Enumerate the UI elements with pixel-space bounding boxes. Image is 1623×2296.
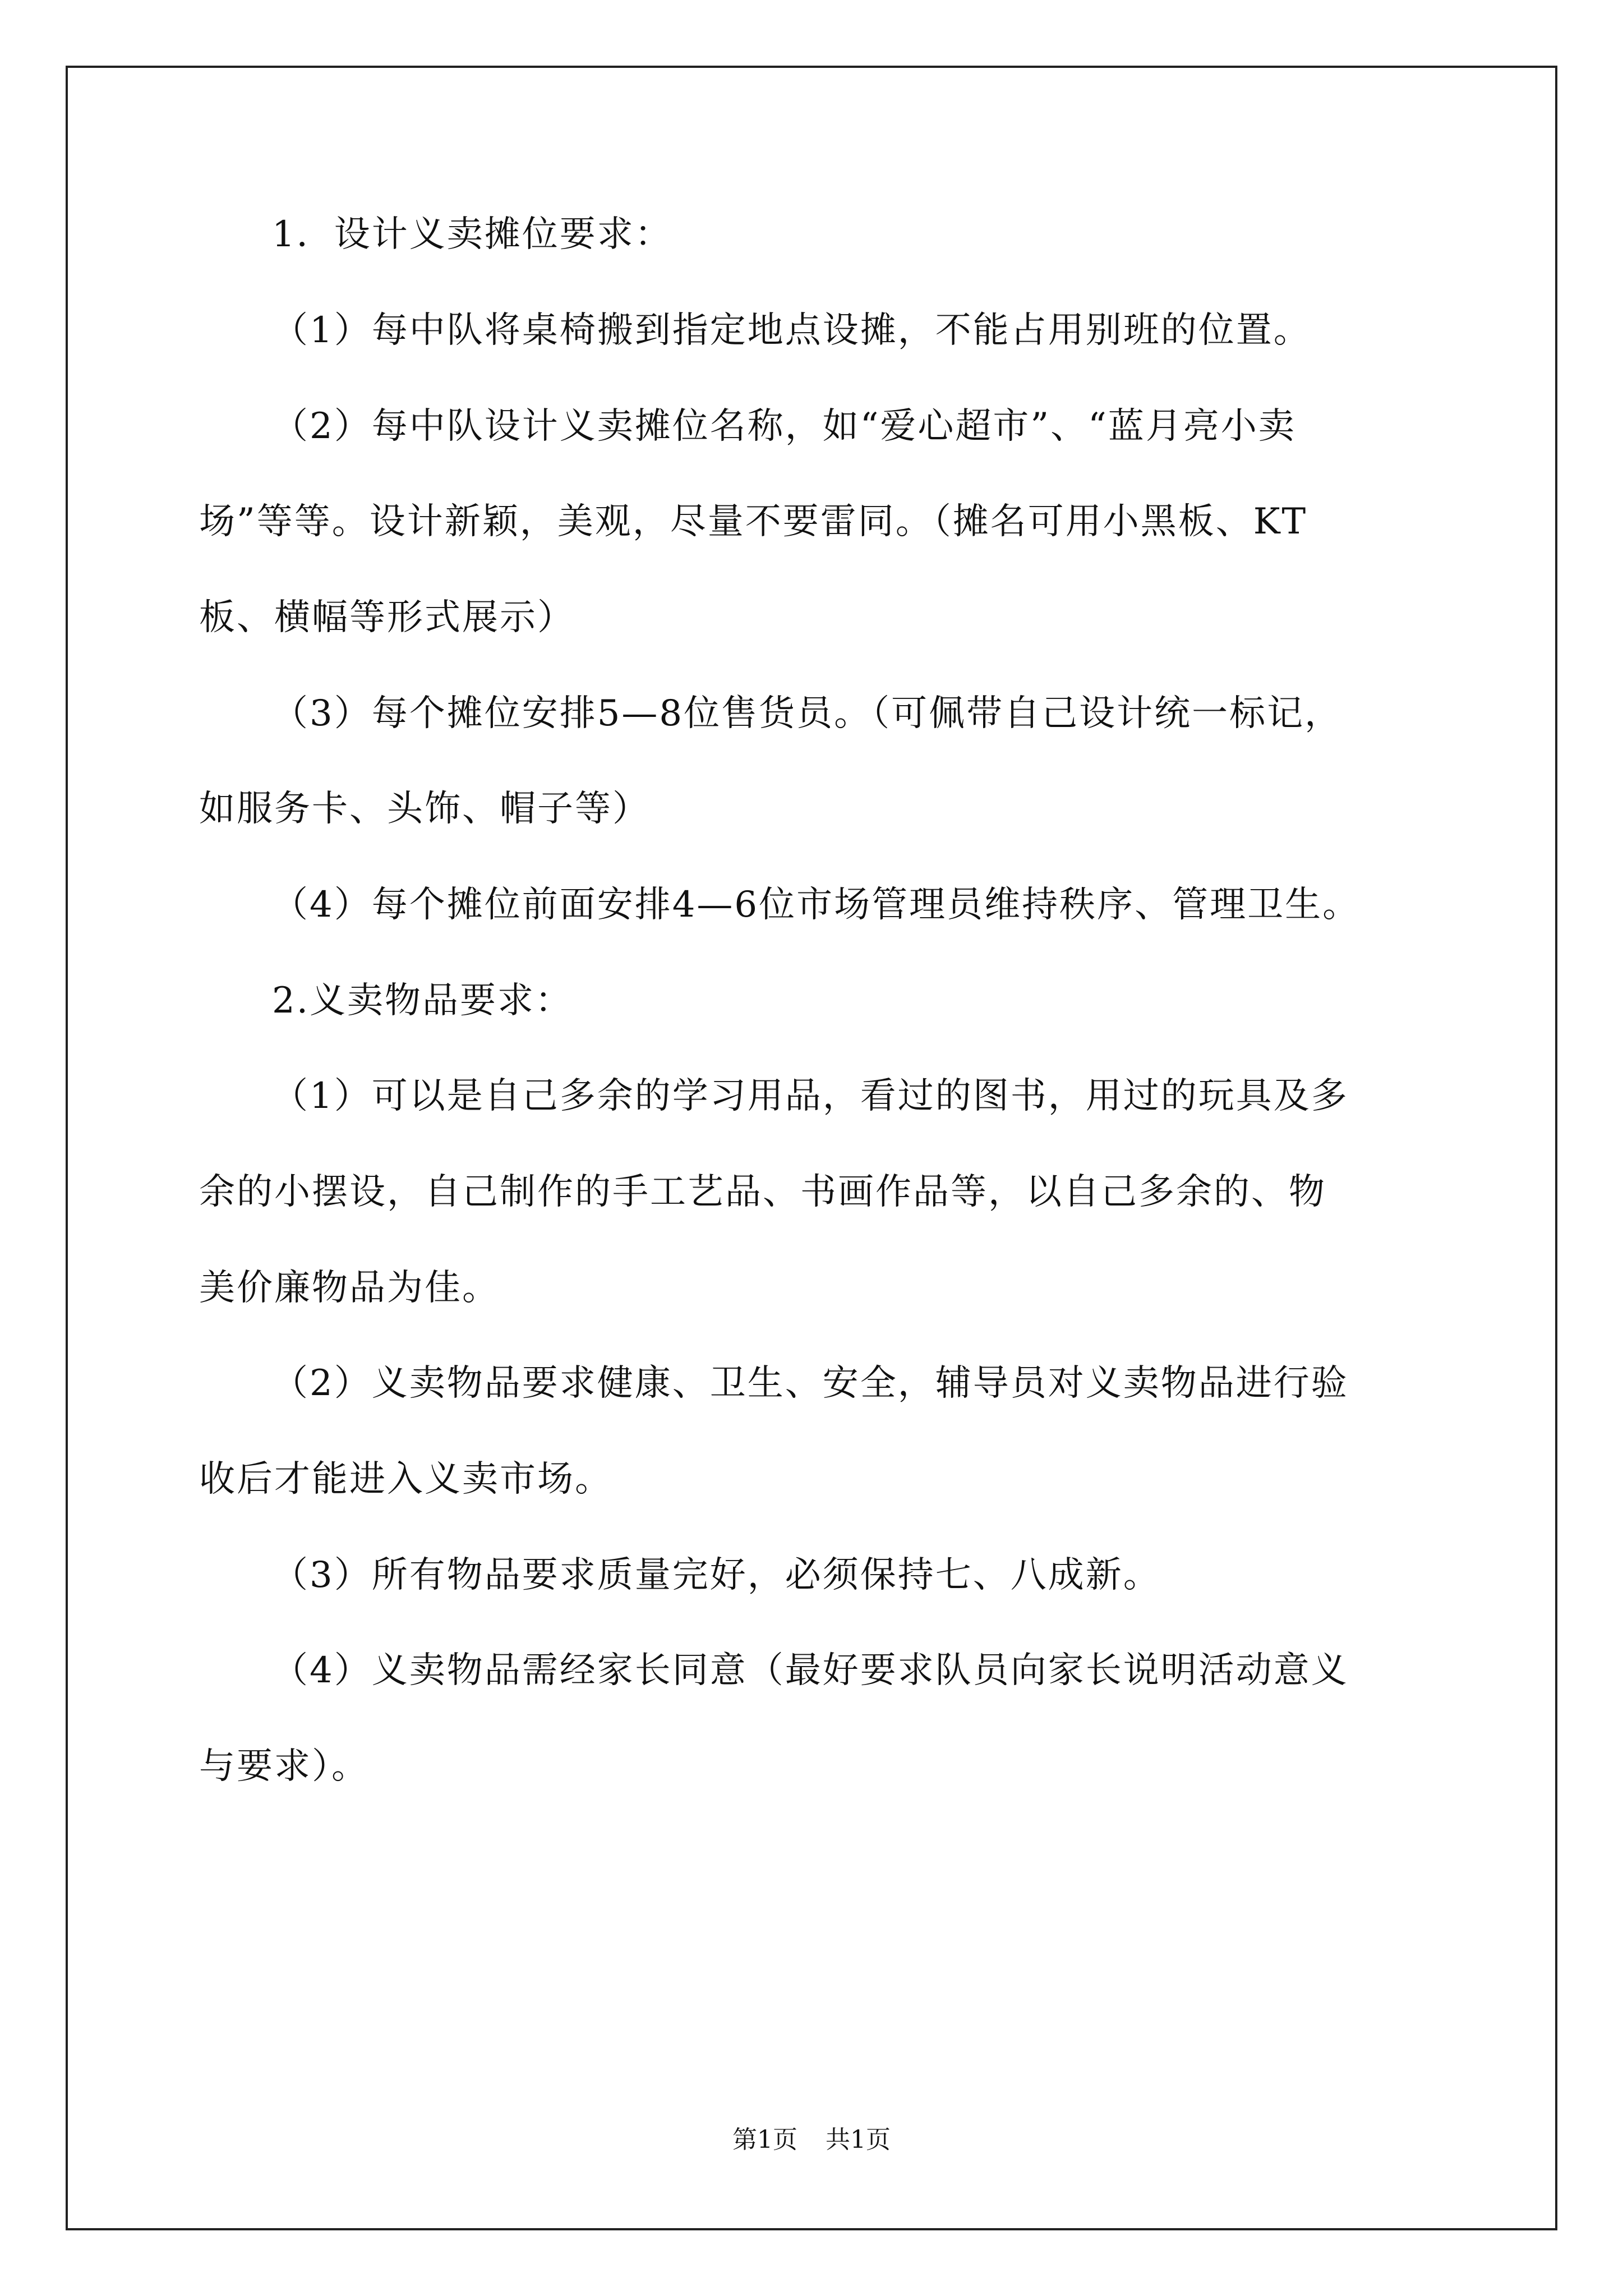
paragraph-line: 场”等等。设计新颖，美观，尽量不要雷同。（摊名可用小黑板、KT <box>199 501 1308 542</box>
paragraph-line: （4）每个摊位前面安排4—6位市场管理员维持秩序、管理卫生。 <box>272 884 1361 926</box>
paragraph-line: （1）每中队将桌椅搬到指定地点设摊，不能占用别班的位置。 <box>272 310 1311 351</box>
paragraph-line: 如服务卡、头饰、帽子等） <box>199 788 650 830</box>
paragraph-line: 板、横幅等形式展示） <box>199 597 575 638</box>
page-number-total: 共1页 <box>826 2125 891 2154</box>
page-border <box>66 66 1557 2230</box>
paragraph-line: 与要求）。 <box>199 1746 369 1787</box>
paragraph-line: （3）每个摊位安排5—8位售货员。（可佩带自己设计统一标记， <box>272 693 1343 734</box>
page-footer <box>0 2125 1623 2154</box>
heading-item-requirements: 2.义卖物品要求： <box>272 980 573 1022</box>
paragraph-line: 收后才能进入义卖市场。 <box>199 1458 612 1500</box>
paragraph-line: 美价廉物品为佳。 <box>199 1267 500 1309</box>
paragraph-line: （1）可以是自己多余的学习用品，看过的图书，用过的玩具及多 <box>272 1075 1349 1117</box>
paragraph-line: 余的小摆设，自己制作的手工艺品、书画作品等，以自己多余的、物 <box>199 1171 1326 1213</box>
paragraph-line: （4）义卖物品需经家长同意（最好要求队员向家长说明活动意义 <box>272 1650 1349 1691</box>
heading-stall-requirements: 1．设计义卖摊位要求： <box>272 214 672 255</box>
paragraph-line: （2）义卖物品要求健康、卫生、安全，辅导员对义卖物品进行验 <box>272 1363 1349 1404</box>
paragraph-line: （2）每中队设计义卖摊位名称，如“爱心超市”、“蓝月亮小卖 <box>272 406 1296 447</box>
page-number-current: 第1页 <box>732 2125 797 2154</box>
paragraph-line: （3）所有物品要求质量完好，必须保持七、八成新。 <box>272 1554 1161 1596</box>
